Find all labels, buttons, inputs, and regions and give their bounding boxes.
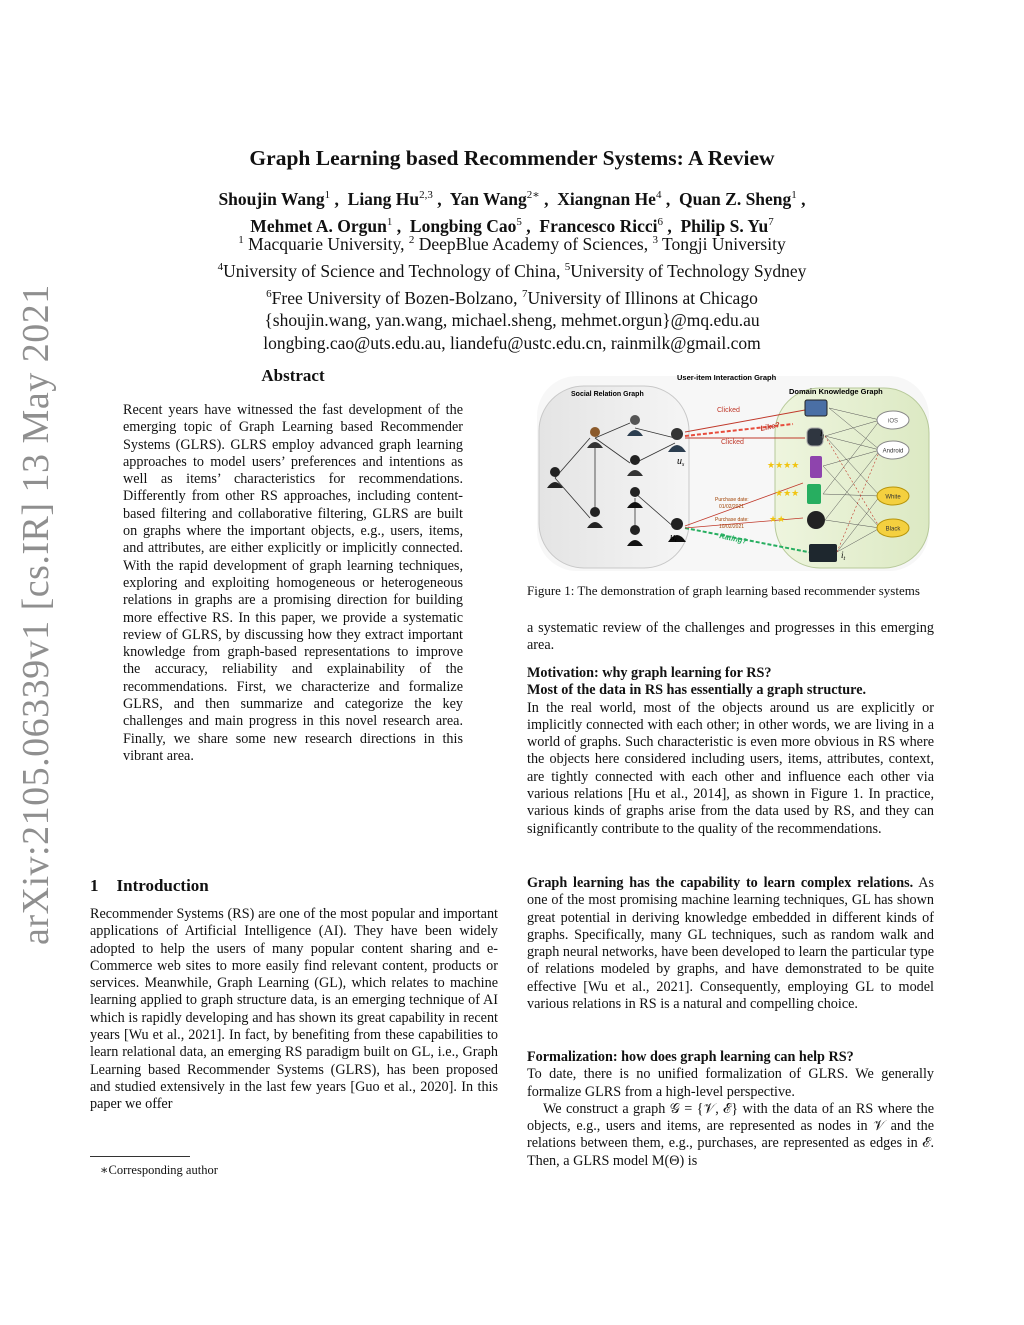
node-label-us: $u_s$ [677,456,685,468]
author-name: Francesco Ricci [539,215,658,236]
affiliation-line [0,283,1024,310]
email-line[interactable]: {shoujin.wang, yan.wang, michael.sheng, mehmet.orgun}@mq.edu.au [264,310,760,331]
motivation-lead: Most of the data in RS has essentially a graph structure. [527,682,867,699]
affiliation-line [0,256,1024,283]
author-affil: 4 [655,189,662,201]
abstract-heading: Abstract [261,366,325,385]
capability-lead: Graph learning has the capability to learn complex relations. [527,875,914,891]
motivation-heading: Motivation: why graph learning for RS? [527,665,772,681]
motivation-text: In the real world, most of the objects around us are explicitly or implicitly connected with each other; in other words, we are living in a world of graphs. Such characteristic is even more obvious in RS where the objects here considered including users, items, attributes, context, are tightly connected with each other and influence each other via various relations [Hu et al., 2014], as shown in Figure 1. In practice, various kinds of graphs arise from the data used by RS, and they can significantly contribute to the quality of the recommendations. [527,699,934,837]
author-name: Yan Wang [449,188,527,209]
author-affil: 1 [386,215,393,228]
footnote: ∗Corresponding author [100,1163,218,1177]
figure-graph [535,368,931,573]
label-like: Like? [759,420,781,433]
affil-text: University of Technology Sydney [570,260,807,281]
section-heading-introduction [90,876,227,896]
abstract-text: Recent years have witnessed the fast development of the emerging topic of Graph Learning based Recommender Systems (GLRS). GLRS employ advanced graph learning approaches to model users’ preferences and intentions as well as items’ characteristics for recommendations. Differently from other RS approaches, including content-based filtering and collaborative filtering, GLRS are built on graphs where the important objects, e.g., users, items, and attributes, are either explicitly or implicitly connected. With the rapid development of graph learning techniques, exploring and exploiting homogeneous or heterogeneous relations in graphs are a promising direction for building more effective RS. In this paper, we provide a systematic review of GLRS, by discussing how they extract important knowledge from graph-based representations to improve the accuracy, reliability and explainability of the recommendations. First, we characterize and formalize GLRS, and then summarize and categorize the key challenges and main progress in this novel research area. Finally, we share some new research directions in this vibrant area. [123,402,463,764]
introduction-text: Recommender Systems (RS) are one of the most popular and important applications of Artificial Intelligence (AI). They have been widely adopted to help the users of many popular content sharing and e-Commerce web sites to more easily find relevant content, products or services. Meanwhile, Graph Learning (GL), which relates to machine learning applied to graph structure data, is an emerging technique of AI which is rapidly developing and has shown its great capability in recent years [Wu et al., 2021]. In fact, by benefiting from these capabilities to learn relational data, an emerging RS paradigm built on GL, i.e., Graph Learning based Recommender Systems (GLRS), has been proposed and studied extensively in the last few years [Guo et al., 2020]. In this paper we offer [90,906,498,1113]
stars-5: ★★★★ [767,460,800,470]
arxiv-identifier: arXiv:2105.06339v1 [cs.IR] 13 May 2021 [15,284,57,945]
affil-mark: 5 [564,260,571,273]
author-name: Quan Z. Sheng [678,188,792,209]
author-name: Shoujin Wang [218,188,325,209]
attr-ios: iOS [887,418,899,425]
affil-text: DeepBlue Academy of Sciences, [414,233,653,254]
label-user-item-graph: User-item Interaction Graph [677,373,777,382]
authors-line-1: Shoujin Wang$^1$ , Liang Hu$^{2,3}$ , Yan Wang$^{2∗}$ , Xiangnan He$^4$ , Quan Z. Sheng$^1$ , [218,188,806,209]
section-number: 1 [90,876,99,895]
affil-mark: 3 [652,234,658,246]
node-label-ut: $u_t$ [670,532,677,544]
author-name: Liang Hu [347,188,420,209]
attr-android: Android [882,448,904,455]
label-clicked-1: Clicked [717,407,740,414]
affil-mark: 2 [408,234,415,246]
affil-mark: 1 [238,234,244,246]
label-purchase-2: Purchase date: [715,517,749,523]
author-affil: 2,3 [419,189,433,201]
author-affil: 5 [516,215,522,228]
stars-3: ★★★ [775,488,800,498]
affil-mark: 6 [266,287,272,300]
affil-text: Macquarie University, [243,233,409,254]
affil-mark: 7 [521,287,528,300]
author-affil: 7 [768,215,774,228]
footnote-rule [90,1156,190,1157]
author-affil: 2∗ [526,189,540,201]
author-affil: 1 [324,189,331,201]
label-clicked-2: Clicked [721,439,744,446]
author-name: Philip S. Yu [680,215,769,236]
paper-title: Graph Learning based Recommender Systems: A Review [249,146,775,170]
right-column-continuation: a systematic review of the challenges and progresses in this emerging area. [527,620,934,654]
authors-line-2: Mehmet A. Orgun$^1$ , Longbing Cao$^5$ , Francesco Ricci$^6$ , Philip S. Yu$^7$ [250,215,774,236]
affil-text: University of Illinons at Chicago [527,287,758,308]
formalization-block [527,1049,934,1170]
affil-mark: 4 [217,260,224,273]
label-purchase-2-date: 10/02/2021 [719,524,745,530]
affil-text: University of Science and Technology of China, [223,260,565,281]
label-rating: Rating? [718,531,748,546]
author-affil: 1 [791,189,797,201]
author-name: Mehmet A. Orgun [250,215,387,236]
author-name: Xiangnan He [557,188,656,209]
label-purchase-1-date: 01/02/2021 [719,504,745,510]
affil-text: Free University of Bozen-Bolzano, [271,287,522,308]
social-graph-region [539,386,689,568]
label-purchase-1: Purchase date: [715,497,749,503]
author-name: Longbing Cao [409,215,517,236]
capability-text: As one of the most promising machine learning techniques, GL has shown great potential in deriving knowledge embedded in different kinds of graphs. Specifically, many GL techniques, such as random walk and graph neural networks, have been developed to learn the particular type of relations modeled by graphs, and have demonstrated to be quite effective [Wu et al., 2021]. Consequently, employing GL to model various relations in RS is a natural and compelling choice. [527,875,934,1013]
author-affil: 6 [657,215,663,228]
node-label-ij: $i_j$ [820,428,825,440]
formalization-heading: Formalization: how does graph learning can help RS? [527,1049,854,1065]
construct-text: We construct a graph 𝒢 = {𝒱, ℰ} with the data of an RS where the objects, e.g., users and items, are represented as nodes in 𝒱 and the relations between them, e.g., purchases, are represented as edges in ℰ. Then, a GLRS model M(Θ) is [527,1100,934,1169]
figure-caption: Figure 1: The demonstration of graph learning based recommender systems [527,583,920,598]
attr-white: White [885,494,901,501]
email-line[interactable]: longbing.cao@uts.edu.au, liandefu@ustc.edu.cn, rainmilk@gmail.com [263,333,761,354]
section-title: Introduction [116,876,209,895]
node-label-it: $i_t$ [841,550,846,562]
affiliations [0,229,1024,355]
stars-2: ★★ [769,514,786,524]
affiliation-line [0,229,1024,256]
label-social-graph: Social Relation Graph [571,391,644,398]
capability-block [527,875,934,1013]
motivation-block [527,665,934,838]
affil-text: Tongji University [657,233,786,254]
attr-black: Black [885,526,901,533]
formalization-text: To date, there is no unified formalization of GLRS. We generally formalize GLRS from a high-level perspective. [527,1066,934,1100]
figure-1 [535,368,931,573]
label-domain-graph: Domain Knowledge Graph [789,387,883,396]
